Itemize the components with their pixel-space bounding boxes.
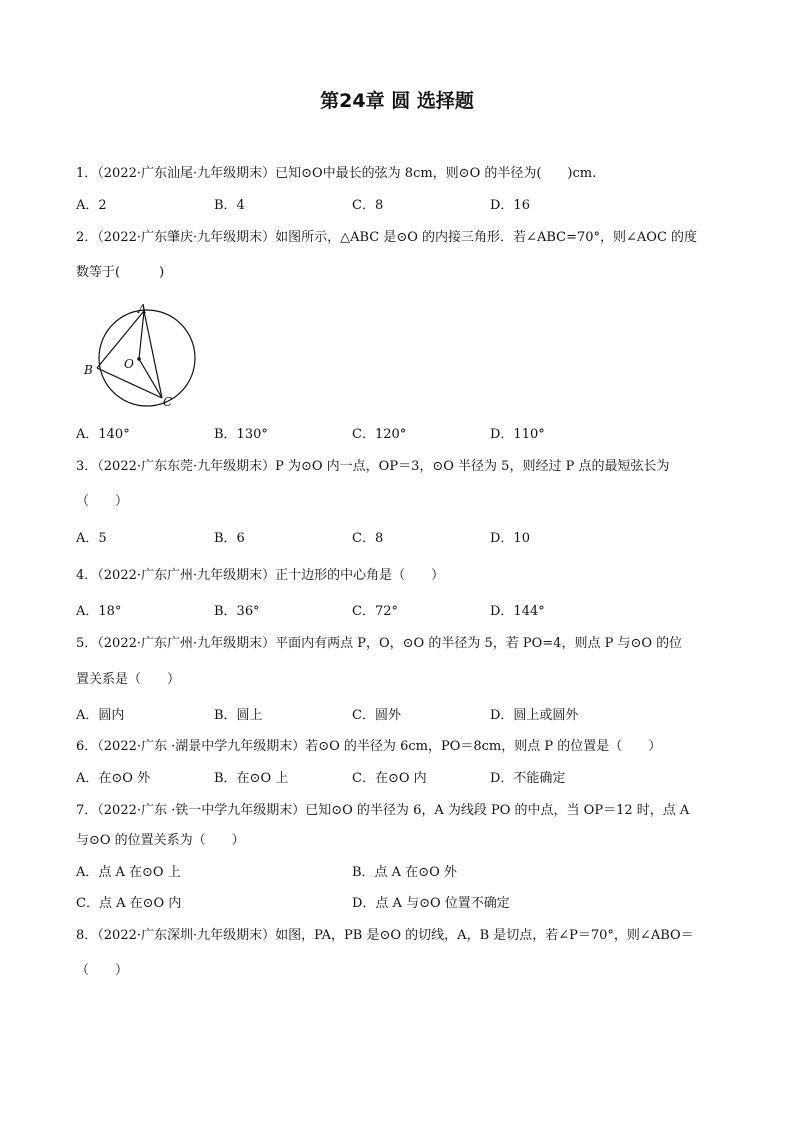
question-5-option-c: C．圆外: [352, 708, 401, 723]
question-7-line-2: 与⊙O 的位置关系为（ ）: [76, 833, 245, 848]
question-4-line-1: 4．（2022·广东广州·九年级期末）正十边形的中心角是（ ）: [76, 568, 445, 583]
label-c: C: [163, 395, 173, 409]
question-3-option-d: D．10: [490, 531, 530, 546]
question-2-line-2: 数等于( ): [76, 265, 165, 280]
question-8-line-1: 8．（2022·广东深圳·九年级期末）如图，PA，PB 是⊙O 的切线，A，B 是切点，若∠P＝70°，则∠ABO＝: [76, 928, 694, 943]
question-5-option-d: D．圆上或圆外: [490, 708, 579, 723]
question-5-line-1: 5．（2022·广东广州·九年级期末）平面内有两点 P，O，⊙O 的半径为 5，若 PO=4，则点 P 与⊙O 的位: [76, 636, 683, 651]
question-7-line-1: 7．（2022·广东 ·铁一中学九年级期末）已知⊙O 的半径为 6，A 为线段 PO 的中点，当 OP＝12 时，点 A: [76, 803, 690, 818]
question-3-line-2: （ ）: [76, 494, 129, 509]
segment-bc: [97, 368, 162, 398]
question-3-option-b: B．6: [214, 531, 245, 546]
question-5-line-2: 置关系是（ ）: [76, 672, 181, 687]
segment-ac: [144, 311, 162, 398]
question-6-option-d: D．不能确定: [490, 771, 566, 786]
question-1-option-c: C．8: [352, 198, 384, 213]
question-7-option-d: D．点 A 与⊙O 位置不确定: [352, 896, 510, 911]
question-3-option-c: C．8: [352, 531, 384, 546]
question-7-option-c: C．点 A 在⊙O 内: [76, 896, 182, 911]
question-4-option-b: B．36°: [214, 604, 260, 619]
question-3-option-a: A．5: [76, 531, 107, 546]
question-1-option-b: B．4: [214, 198, 245, 213]
question-7-option-b: B．点 A 在⊙O 外: [352, 865, 457, 880]
question-1-line-1: 1．（2022·广东汕尾·九年级期末）已知⊙O中最长的弦为 8cm，则⊙O 的半径为( )cm.: [76, 166, 597, 181]
page-title: 第24章 圆 选择题: [320, 90, 474, 112]
question-3-line-1: 3．（2022·广东东莞·九年级期末）P 为⊙O 内一点，OP＝3，⊙O 半径为 5，则经过 P 点的最短弦长为: [76, 459, 670, 474]
question-1-option-a: A．2: [76, 198, 107, 213]
question-6-option-c: C．在⊙O 内: [352, 771, 427, 786]
question-2-option-c: C．120°: [352, 427, 407, 442]
question-6-option-b: B．在⊙O 上: [214, 771, 289, 786]
question-2-option-b: B．130°: [214, 427, 268, 442]
question-8-line-2: （ ）: [76, 963, 129, 978]
question-4-option-d: D．144°: [490, 604, 545, 619]
question-7-option-a: A．点 A 在⊙O 上: [76, 865, 181, 880]
question-2-option-d: D．110°: [490, 427, 545, 442]
question-5-option-a: A．圆内: [76, 708, 125, 723]
segment-oa: [139, 311, 144, 359]
label-o: O: [124, 357, 134, 371]
question-6-line-1: 6．（2022·广东 ·湖景中学九年级期末）若⊙O 的半径为 6cm，PO＝8cm，则点 P 的位置是（ ）: [76, 739, 662, 754]
label-a: A: [138, 302, 147, 316]
question-5-option-b: B．圆上: [214, 708, 263, 723]
question-2-line-1: 2．（2022·广东肇庆·九年级期末）如图所示，△ABC 是⊙O 的内接三角形．若∠ABC=70°，则∠AOC 的度: [76, 230, 698, 245]
center-point: [137, 357, 141, 361]
question-4-option-a: A．18°: [76, 604, 122, 619]
question-6-option-a: A．在⊙O 外: [76, 771, 151, 786]
question-2-option-a: A．140°: [76, 427, 130, 442]
question-4-option-c: C．72°: [352, 604, 398, 619]
segment-ab: [97, 311, 144, 368]
label-b: B: [84, 363, 93, 377]
circle-triangle-figure: [80, 302, 225, 412]
question-1-option-d: D．16: [490, 198, 530, 213]
